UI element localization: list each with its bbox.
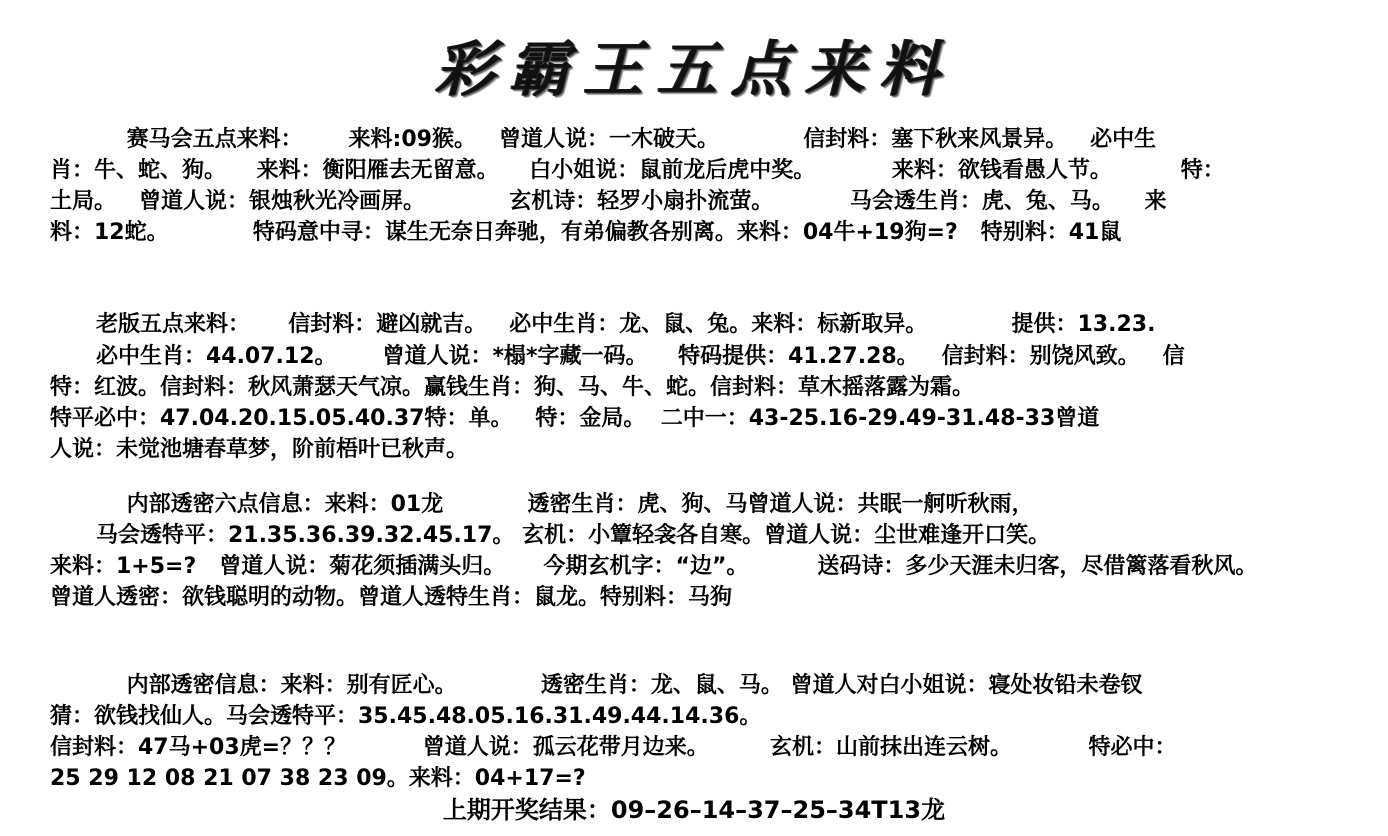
text-line: 肖：牛、蛇、狗。 来料：衡阳雁去无留意。 白小姐说：鼠前龙后虎中奖。 来料：欲钱看愚人节。 特： [50,158,1225,183]
text-line: 25 29 12 08 21 07 38 23 09。来料：04+17=? [50,766,586,791]
text-line: 曾道人透密：欲钱聪明的动物。曾道人透特生肖：鼠龙。特别料：马狗 [50,585,733,610]
text-line: 老版五点来料： 信封料：避凶就吉。 必中生肖：龙、鼠、兔。来料：标新取异。 提供：13.23. [50,312,1156,337]
page-title: 彩霸王五点来料 [435,35,953,105]
text-line: 猜：欲钱找仙人。马会透特平：35.45.48.05.16.31.49.44.14.36。 [50,704,762,729]
text-line: 特：红波。信封料：秋风萧瑟天气凉。赢钱生肖：狗、马、牛、蛇。信封料：草木摇落露为霜。 [50,375,975,400]
text-line: 人说：未觉池塘春草梦，阶前梧叶已秋声。 [50,437,469,462]
text-line: 内部透密信息：来料：别有匠心。 透密生肖：龙、鼠、马。 曾道人对白小姐说：寝处妆铅未卷钗 [50,673,1143,698]
text-line: 信封料：47马+03虎=？？？ 曾道人说：孤云花带月边来。 玄机：山前抹出连云树。 特必中： [50,735,1177,760]
text-line: 特平必中：47.04.20.15.05.40.37特：单。 特：金局。 二中一：43-25.16-29.49-31.48-33曾道 [50,406,1100,431]
text-line: 内部透密六点信息：来料：01龙 透密生肖：虎、狗、马曾道人说：共眠一舸听秋雨， [50,492,1034,517]
last-draw-label: 上期开奖结果： [442,796,611,824]
text-line: 必中生肖：44.07.12。 曾道人说：*榻*字藏一码。 特码提供：41.27.28。 信封料：别饶风致。 信 [50,344,1185,369]
text-line: 土局。 曾道人说：银烛秋光冷画屏。 玄机诗：轻罗小扇扑流萤。 马会透生肖：虎、兔、马。 来 [50,189,1167,214]
last-draw-result [0,790,1388,825]
text-line: 马会透特平：21.35.36.39.32.45.17。 玄机：小簟轻衾各自寒。曾道人说：尘世难逢开口笑。 [50,523,1051,548]
text-line: 料：12蛇。 特码意中寻：谋生无奈日奔驰，有弟偏教各别离。来料：04牛+19狗=? 特别料：41鼠 [50,220,1122,245]
last-draw-numbers: 09–26–14–37–25–34T13龙 [610,796,946,824]
text-line: 来料：1+5=? 曾道人说：菊花须插满头归。 今期玄机字：“边”。 送码诗：多少天涯未归客，尽借篱落看秋风。 [50,554,1258,579]
text-line: 赛马会五点来料： 来料:09猴。 曾道人说：一木破天。 信封料：塞下秋来风景异。 必中生 [50,127,1157,152]
